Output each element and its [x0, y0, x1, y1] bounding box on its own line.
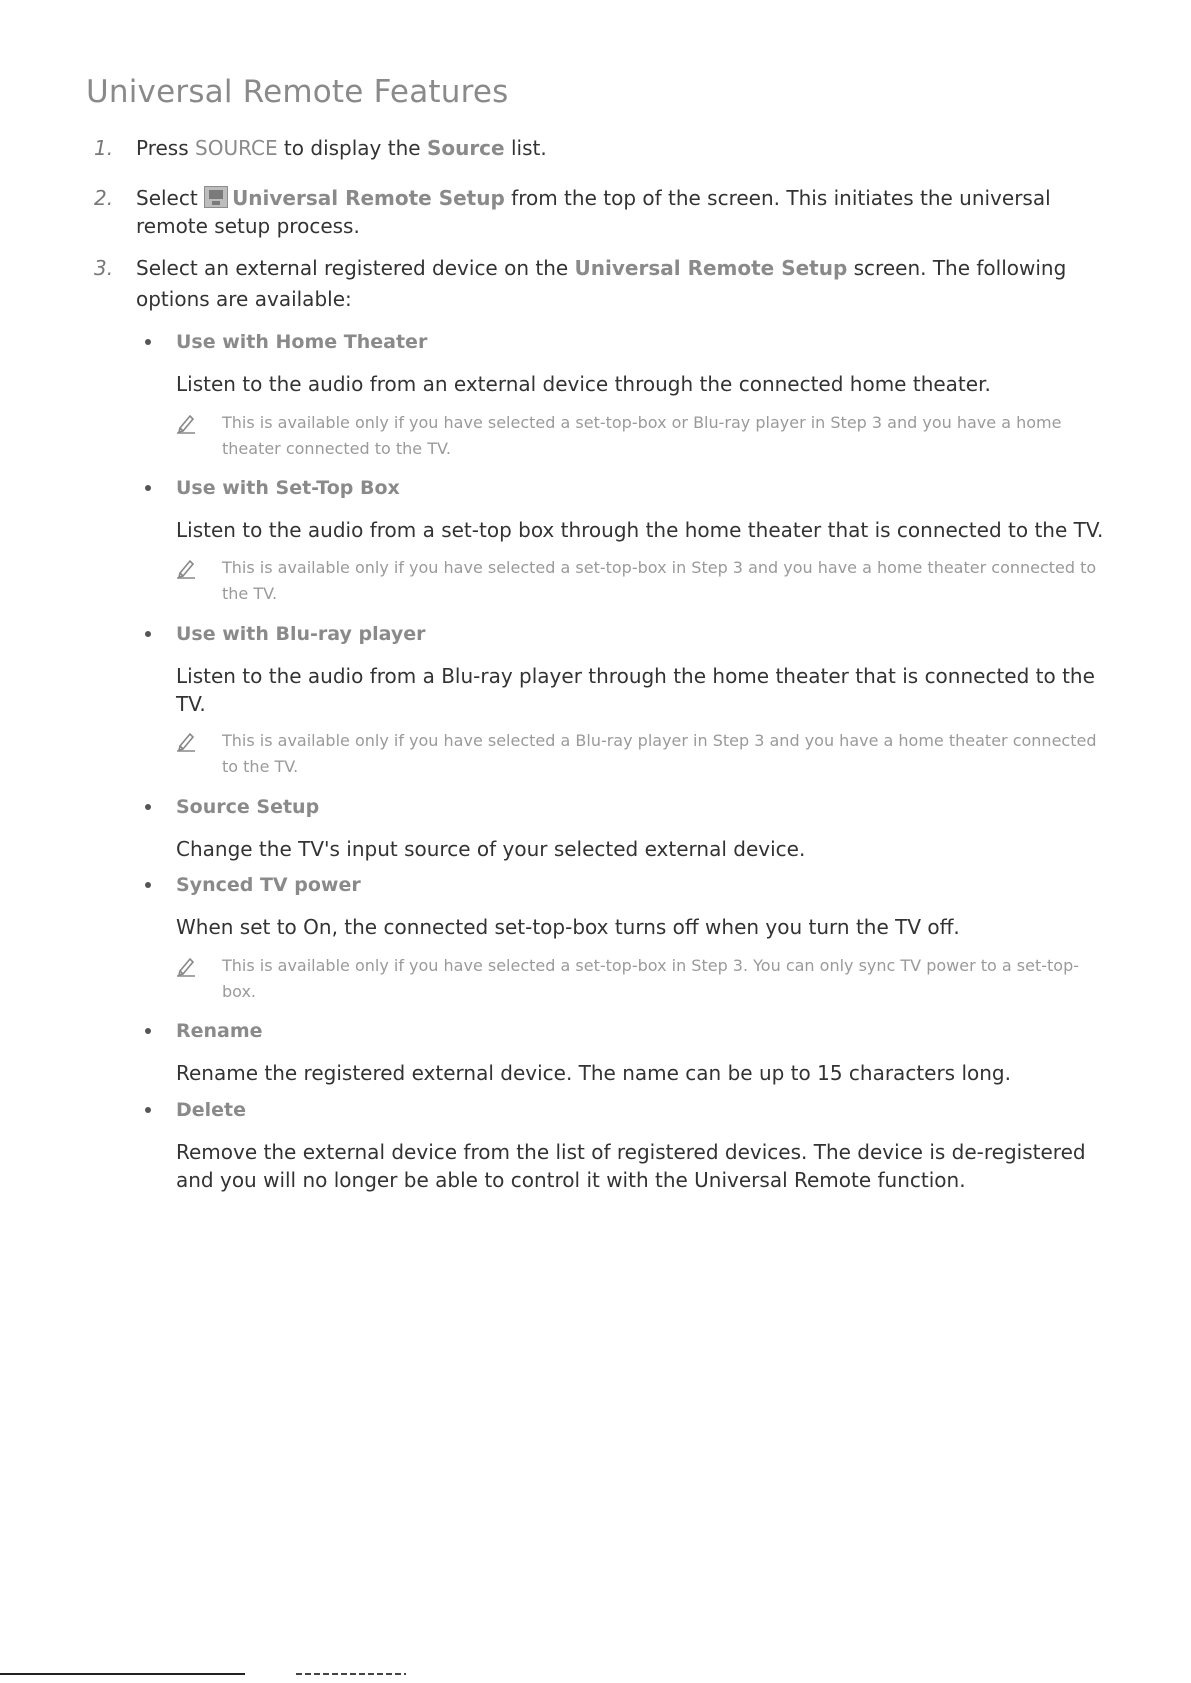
option-label: Use with Home Theater — [176, 331, 428, 353]
option-label: Use with Set-Top Box — [176, 477, 400, 499]
footer-rule — [0, 1673, 245, 1675]
note-text: This is available only if you have selected a set-top-box or Blu-ray player in Step 3 and you have a home theater connected to the TV. — [222, 413, 1062, 458]
note-text: This is available only if you have selected a set-top-box in Step 3. You can only sync TV power to a set-top-box. — [222, 956, 1080, 1001]
bullet-dot — [145, 882, 151, 888]
option-description: Listen to the audio from a Blu-ray player through the home theater that is connected to the TV. — [176, 664, 1095, 716]
option-label: Synced TV power — [176, 874, 361, 896]
step-text: Select an external registered device on the Universal Remote Setup screen. The following options are available: — [136, 256, 1067, 311]
universal-remote-setup-label: Universal Remote Setup — [574, 256, 848, 280]
bullet-dot — [145, 1107, 151, 1113]
option-description: Listen to the audio from a set-top box through the home theater that is connected to the TV. — [176, 518, 1104, 542]
bullet-dot — [145, 1028, 151, 1034]
option-label: Rename — [176, 1020, 263, 1042]
option-description: When set to On, the connected set-top-box turns off when you turn the TV off. — [176, 915, 960, 939]
option-description: Remove the external device from the list of registered devices. The device is de-registered and you will no longer be able to control it with the Universal Remote function. — [176, 1140, 1086, 1192]
universal-remote-setup-label: Universal Remote Setup — [232, 186, 505, 210]
page-title: Universal Remote Features — [86, 74, 509, 110]
note-text: This is available only if you have selected a Blu-ray player in Step 3 and you have a home theater connected to the TV. — [222, 731, 1097, 776]
bullet-dot — [145, 339, 151, 345]
option-description: Listen to the audio from an external device through the connected home theater. — [176, 372, 991, 396]
footer-dashes — [296, 1673, 406, 1675]
bullet-dot — [145, 804, 151, 810]
option-description: Rename the registered external device. The name can be up to 15 characters long. — [176, 1061, 1011, 1085]
pencil-note-icon — [176, 730, 196, 752]
step-number: 2. — [94, 186, 114, 210]
option-label: Source Setup — [176, 796, 320, 818]
source-list-label: Source — [426, 136, 505, 160]
note-text: This is available only if you have selected a set-top-box in Step 3 and you have a home theater connected to the TV. — [222, 558, 1097, 603]
pencil-note-icon — [176, 412, 196, 434]
bullet-dot — [145, 485, 151, 491]
universal-remote-setup-icon — [204, 186, 228, 208]
option-label: Use with Blu-ray player — [176, 623, 426, 645]
step-text: Select Universal Remote Setup from the top of the screen. This initiates the universal remote setup process. — [136, 186, 1051, 238]
bullet-dot — [145, 631, 151, 637]
option-description: Change the TV's input source of your selected external device. — [176, 837, 806, 861]
step-3 — [86, 253, 1116, 309]
option-label: Delete — [176, 1099, 247, 1121]
step-number: 1. — [94, 136, 114, 160]
pencil-note-icon — [176, 955, 196, 977]
step-2 — [86, 184, 1116, 240]
step-text: Press SOURCE to display the Source list. — [136, 136, 547, 160]
step-number: 3. — [94, 256, 114, 280]
source-key-label: SOURCE — [195, 136, 278, 160]
step-1 — [86, 134, 1116, 162]
pencil-note-icon — [176, 557, 196, 579]
